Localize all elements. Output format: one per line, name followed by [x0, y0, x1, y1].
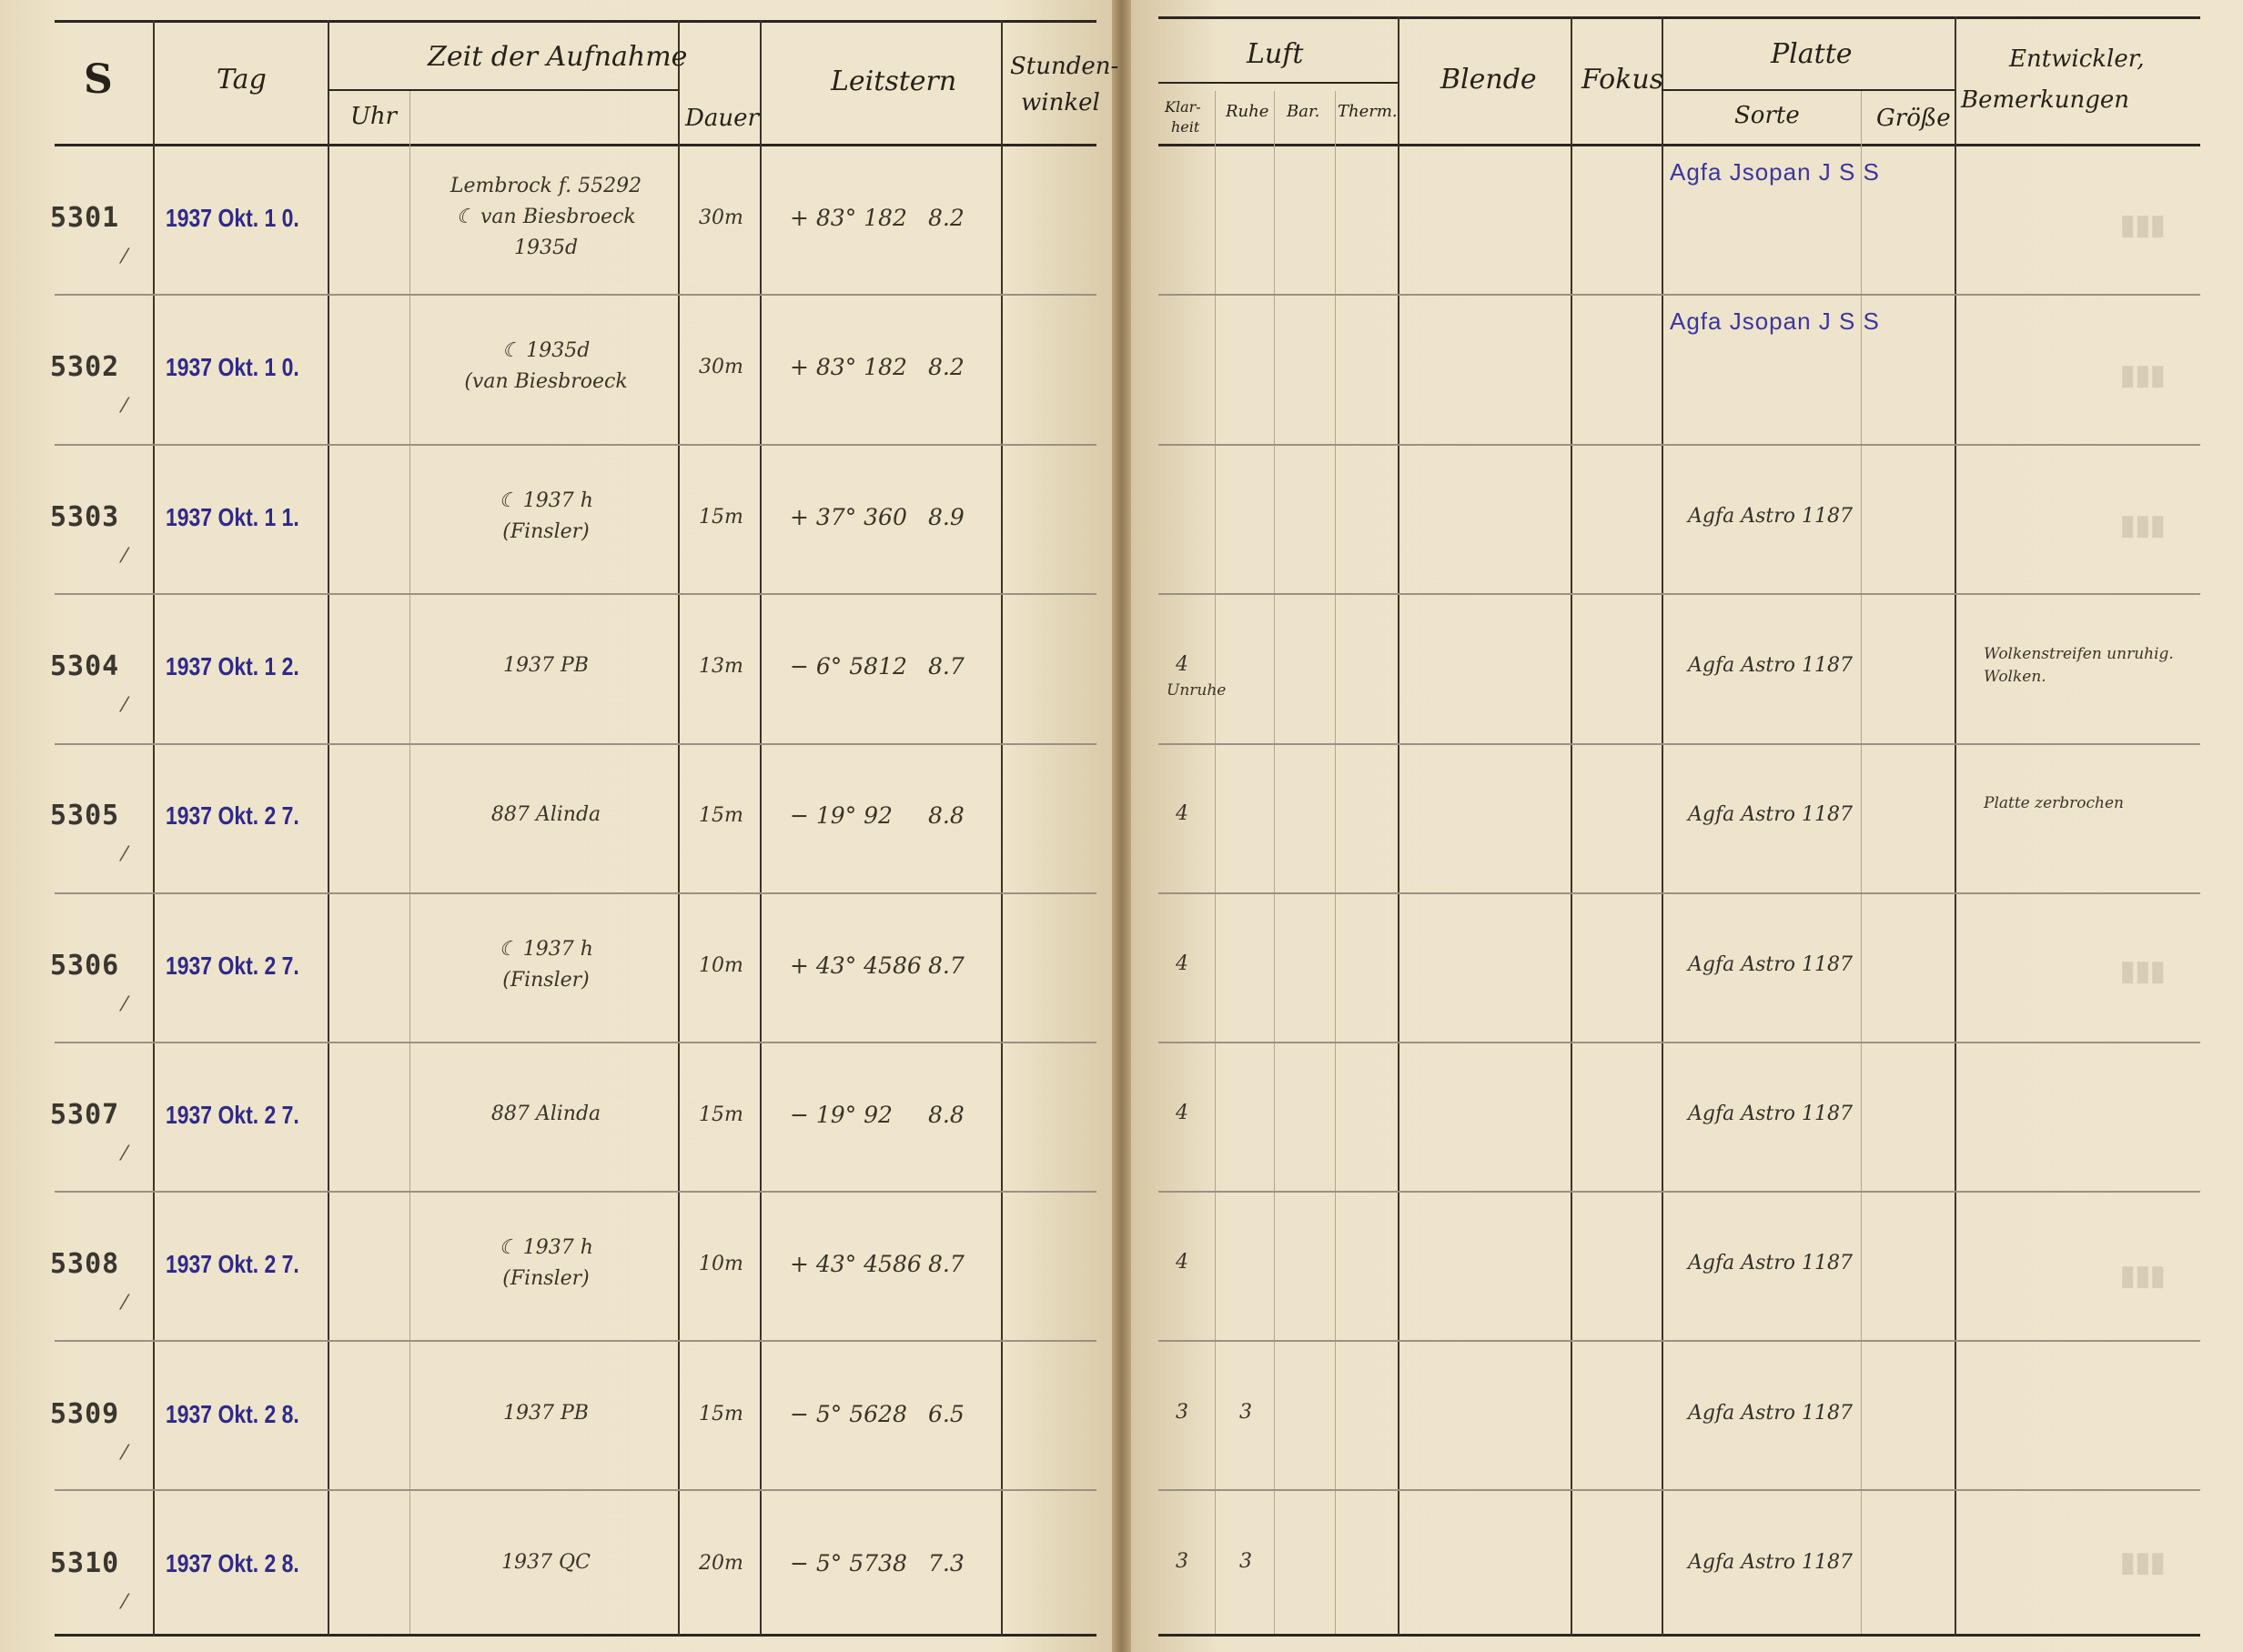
object-note: (Finsler)	[502, 1267, 590, 1291]
guide-star-magnitude: 8.7	[928, 653, 965, 680]
exposure-duration: 15m	[699, 505, 743, 529]
header-tag: Tag	[217, 64, 267, 96]
col-divider	[1215, 91, 1216, 1634]
guide-star: − 6° 5812	[790, 653, 907, 680]
check-mark-icon: ⁄	[123, 544, 126, 568]
air-steadiness: 3	[1239, 1400, 1252, 1424]
guide-star-magnitude: 7.3	[928, 1549, 965, 1576]
row-separator	[1158, 1191, 2200, 1193]
bleed-through-mark: ▮▮▮	[2120, 956, 2166, 986]
check-mark-icon: ⁄	[123, 1441, 126, 1465]
header-blende: Blende	[1440, 64, 1537, 96]
row-separator	[1158, 593, 2200, 595]
air-clarity-note: Unruhe	[1167, 681, 1227, 700]
header-klarheit-2: heit	[1171, 118, 1200, 136]
date-stamp: 1937 Okt. 2 8.	[166, 1548, 299, 1577]
plate-number: 5302	[50, 351, 120, 384]
object-note: Lembrock f. 55292	[450, 175, 642, 198]
row-separator	[1158, 892, 2200, 894]
object-note: 887 Alinda	[490, 1102, 601, 1125]
object-note: ☾ 1937 h	[499, 489, 593, 512]
date-stamp: 1937 Okt. 1 0.	[166, 353, 299, 382]
date-stamp: 1937 Okt. 1 0.	[166, 204, 299, 233]
guide-star: + 43° 4586	[790, 1251, 922, 1278]
date-stamp: 1937 Okt. 1 2.	[166, 652, 299, 681]
plate-number: 5308	[50, 1248, 120, 1281]
header-sorte: Sorte	[1734, 102, 1800, 129]
exposure-duration: 30m	[699, 206, 743, 230]
plate-number: 5303	[50, 500, 120, 533]
plate-number: 5306	[50, 949, 120, 982]
header-klarheit-1: Klar-	[1165, 98, 1201, 116]
bleed-through-mark: ▮▮▮	[2120, 510, 2166, 540]
left-header-rule	[55, 144, 1096, 146]
exposure-duration: 20m	[699, 1551, 743, 1575]
air-clarity: 4	[1176, 653, 1188, 677]
right-header-rule	[1158, 144, 2200, 146]
book-gutter	[1112, 0, 1131, 1652]
object-note: 1935d	[513, 237, 579, 260]
object-note: 887 Alinda	[490, 803, 601, 827]
check-mark-icon: ⁄	[123, 992, 126, 1016]
col-divider	[153, 20, 155, 1636]
air-clarity: 3	[1176, 1549, 1188, 1573]
check-mark-icon: ⁄	[123, 694, 126, 718]
plate-type: Agfa Astro 1187	[1688, 803, 1853, 827]
exposure-duration: 30m	[699, 356, 743, 379]
plate-type: Agfa Astro 1187	[1688, 654, 1853, 678]
row-separator	[55, 892, 1096, 894]
exposure-duration: 15m	[699, 1402, 743, 1425]
header-uhr: Uhr	[350, 103, 398, 130]
guide-star-magnitude: 8.8	[928, 802, 965, 830]
date-stamp: 1937 Okt. 1 1.	[166, 502, 299, 531]
plate-number: 5301	[50, 202, 120, 235]
header-bar: Bar.	[1287, 102, 1320, 121]
row-separator	[1158, 1042, 2200, 1043]
col-divider	[1274, 91, 1275, 1634]
air-clarity: 4	[1176, 952, 1188, 975]
left-top-rule	[55, 20, 1096, 23]
platte-subrule	[1662, 89, 1955, 91]
header-groesse: Größe	[1876, 105, 1951, 132]
header-luft: Luft	[1247, 38, 1304, 70]
object-note: ☾ 1935d	[501, 339, 591, 363]
row-separator	[1158, 444, 2200, 446]
date-stamp: 1937 Okt. 2 7.	[166, 801, 299, 831]
air-steadiness: 3	[1239, 1549, 1252, 1573]
air-clarity: 3	[1176, 1400, 1188, 1424]
exposure-duration: 15m	[699, 804, 743, 828]
left-bottom-rule	[55, 1634, 1096, 1637]
exposure-duration: 15m	[699, 1103, 743, 1126]
header-therm: Therm.	[1338, 102, 1398, 121]
header-stundenwinkel-1: Stunden-	[1010, 53, 1119, 80]
object-note: 1937 PB	[503, 654, 589, 678]
row-separator	[55, 1489, 1096, 1491]
row-separator	[1158, 294, 2200, 296]
date-stamp: 1937 Okt. 2 7.	[166, 1250, 299, 1279]
remarks: Platte zerbrochen	[1984, 794, 2125, 813]
object-note: (Finsler)	[502, 968, 590, 992]
plate-type: Agfa Astro 1187	[1688, 952, 1853, 976]
row-separator	[55, 1340, 1096, 1342]
plate-number: 5305	[50, 800, 120, 832]
date-stamp: 1937 Okt. 2 7.	[166, 951, 299, 980]
check-mark-icon: ⁄	[123, 843, 126, 867]
col-divider	[328, 20, 329, 1636]
header-platte: Platte	[1771, 38, 1853, 70]
air-clarity: 4	[1176, 1101, 1188, 1124]
row-separator	[55, 1191, 1096, 1193]
bleed-through-mark: ▮▮▮	[2120, 1547, 2166, 1577]
remarks: Wolkenstreifen unruhig. Wolken.	[1984, 645, 2174, 686]
check-mark-icon: ⁄	[123, 395, 126, 418]
guide-star: − 19° 92	[790, 802, 893, 830]
row-separator	[55, 1042, 1096, 1043]
bleed-through-mark: ▮▮▮	[2120, 210, 2166, 240]
guide-star-magnitude: 8.9	[928, 503, 965, 530]
right-top-rule	[1158, 16, 2200, 19]
plate-type: Agfa Astro 1187	[1688, 1550, 1853, 1574]
right-page	[1131, 0, 2243, 1652]
guide-star: − 5° 5628	[790, 1400, 907, 1427]
object-note: ☾ 1937 h	[499, 1236, 593, 1260]
guide-star-magnitude: 8.8	[928, 1101, 965, 1128]
guide-star: + 37° 360	[790, 503, 907, 530]
row-separator	[1158, 743, 2200, 745]
guide-star: − 5° 5738	[790, 1549, 907, 1576]
check-mark-icon: ⁄	[123, 1292, 126, 1315]
row-separator	[1158, 1340, 2200, 1342]
header-s: S	[84, 56, 113, 103]
object-note: (Finsler)	[502, 519, 590, 543]
guide-star: + 83° 182	[790, 354, 907, 381]
col-divider	[1571, 16, 1572, 1636]
bleed-through-mark: ▮▮▮	[2120, 360, 2166, 390]
col-divider	[1662, 16, 1663, 1636]
plate-number: 5310	[50, 1546, 120, 1579]
check-mark-icon: ⁄	[123, 246, 126, 269]
plate-type: Agfa Astro 1187	[1688, 1401, 1853, 1425]
col-divider	[409, 91, 410, 1634]
exposure-duration: 10m	[699, 953, 743, 977]
plate-type: Agfa Astro 1187	[1688, 1252, 1853, 1275]
guide-star: − 19° 92	[790, 1101, 893, 1128]
zeit-subrule	[328, 89, 678, 91]
plate-number: 5309	[50, 1397, 120, 1430]
col-divider	[1001, 20, 1003, 1636]
col-divider	[1955, 16, 1956, 1636]
guide-star-magnitude: 8.7	[928, 952, 965, 979]
check-mark-icon: ⁄	[123, 1590, 126, 1614]
plate-number: 5304	[50, 650, 120, 683]
guide-star-magnitude: 6.5	[928, 1400, 965, 1427]
luft-subrule	[1158, 82, 1398, 84]
object-note: ☾ van Biesbroeck	[456, 206, 636, 229]
exposure-duration: 10m	[699, 1253, 743, 1276]
header-fokus: Fokus	[1581, 64, 1664, 96]
object-note: ☾ 1937 h	[499, 937, 593, 961]
air-clarity: 4	[1176, 1251, 1188, 1274]
row-separator	[55, 444, 1096, 446]
air-clarity: 4	[1176, 802, 1188, 826]
header-dauer: Dauer	[685, 105, 759, 132]
guide-star-magnitude: 8.2	[928, 354, 965, 381]
header-stundenwinkel-2: winkel	[1021, 89, 1100, 116]
guide-star-magnitude: 8.7	[928, 1251, 965, 1278]
col-divider	[1398, 16, 1399, 1636]
col-divider	[760, 20, 762, 1636]
row-separator	[55, 294, 1096, 296]
col-divider	[678, 20, 680, 1636]
plate-type: Agfa Astro 1187	[1688, 1102, 1853, 1125]
object-note: 1937 PB	[503, 1401, 589, 1425]
header-ruhe: Ruhe	[1226, 102, 1269, 121]
guide-star: + 83° 182	[790, 205, 907, 232]
object-note: (van Biesbroeck	[464, 370, 628, 394]
row-separator	[55, 743, 1096, 745]
date-stamp: 1937 Okt. 2 7.	[166, 1100, 299, 1129]
exposure-duration: 13m	[699, 655, 743, 679]
plate-number: 5307	[50, 1098, 120, 1131]
plate-type-stamp: Agfa Jsopan J S S	[1670, 158, 1880, 186]
row-separator	[55, 593, 1096, 595]
guide-star-magnitude: 8.2	[928, 205, 965, 232]
header-entwickler-2: Bemerkungen	[1961, 86, 2129, 114]
guide-star: + 43° 4586	[790, 952, 922, 979]
header-leitstern: Leitstern	[831, 65, 957, 97]
header-zeit: Zeit der Aufnahme	[428, 41, 688, 73]
date-stamp: 1937 Okt. 2 8.	[166, 1399, 299, 1428]
header-entwickler-1: Entwickler,	[2009, 45, 2145, 73]
col-divider	[1335, 91, 1336, 1634]
plate-type-stamp: Agfa Jsopan J S S	[1670, 307, 1880, 336]
row-separator	[1158, 1489, 2200, 1491]
bleed-through-mark: ▮▮▮	[2120, 1261, 2166, 1291]
right-bottom-rule	[1158, 1634, 2200, 1637]
object-note: 1937 QC	[501, 1550, 591, 1574]
plate-type: Agfa Astro 1187	[1688, 504, 1853, 528]
check-mark-icon: ⁄	[123, 1142, 126, 1165]
